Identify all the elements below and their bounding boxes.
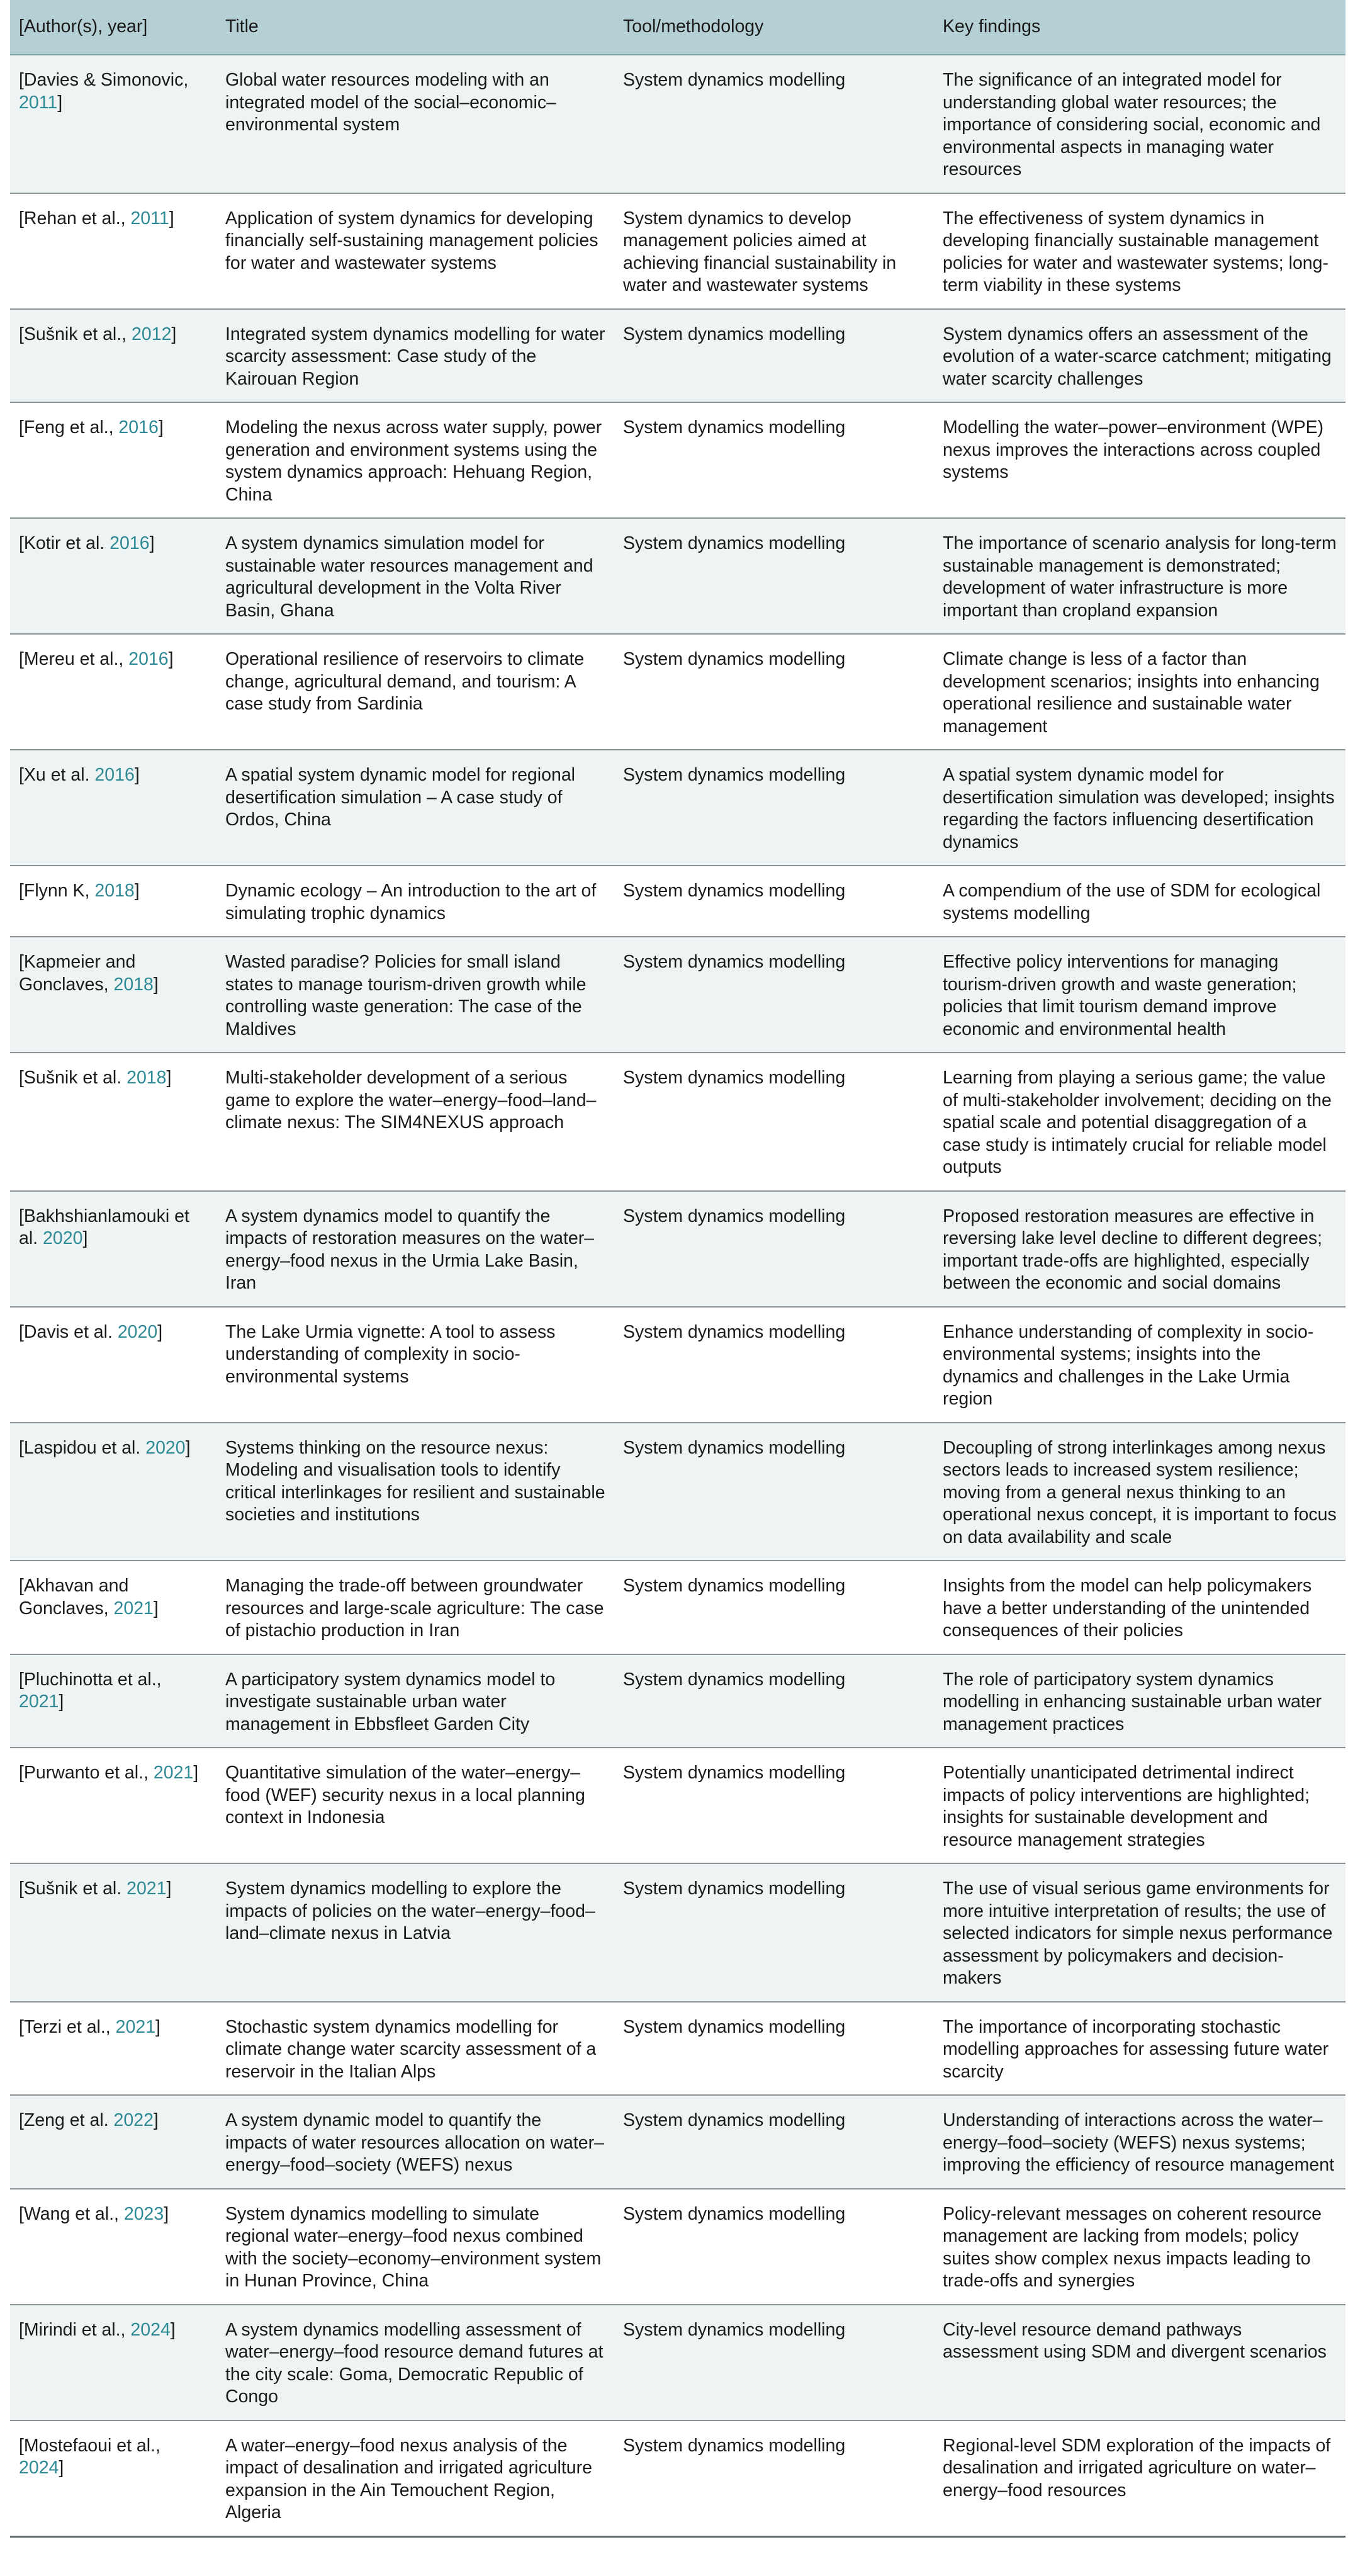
author-bracket: ] bbox=[153, 2110, 159, 2130]
cell-method: System dynamics modelling bbox=[614, 402, 934, 518]
literature-review-table bbox=[10, 0, 1345, 2538]
cell-method: System dynamics modelling bbox=[614, 1561, 934, 1654]
table-row bbox=[10, 750, 1345, 866]
table-row bbox=[10, 518, 1345, 634]
author-name: [Terzi et al., bbox=[19, 2016, 116, 2037]
cell-findings: Potentially unanticipated detrimental indirect impacts of policy interventions are highlighted; insights for sustainable development and resource management strategies bbox=[934, 1748, 1345, 1863]
author-bracket: ] bbox=[166, 1068, 172, 1088]
cell-author bbox=[10, 402, 216, 518]
cell-author bbox=[10, 1863, 216, 2002]
cell-author bbox=[10, 1307, 216, 1423]
cell-title: Wasted paradise? Policies for small island states to manage tourism-driven growth while controlling waste generation: The case of the Maldives bbox=[216, 937, 614, 1053]
cell-title: A water–energy–food nexus analysis of the impact of desalination and irrigated agriculture expansion in the Ain Temouchent Region, Algeria bbox=[216, 2421, 614, 2537]
citation-year-link[interactable]: 2020 bbox=[43, 1228, 83, 1248]
cell-title: Operational resilience of reservoirs to climate change, agricultural demand, and tourism: A case study from Sardinia bbox=[216, 634, 614, 750]
cell-method: System dynamics modelling bbox=[614, 1307, 934, 1423]
citation-year-link[interactable]: 2021 bbox=[126, 1878, 167, 1899]
cell-findings: Modelling the water–power–environment (WPE) nexus improves the interactions across coupled systems bbox=[934, 402, 1345, 518]
cell-method: System dynamics modelling bbox=[614, 309, 934, 403]
cell-findings: City-level resource demand pathways assessment using SDM and divergent scenarios bbox=[934, 2305, 1345, 2421]
table-row bbox=[10, 1307, 1345, 1423]
cell-findings: Effective policy interventions for managing tourism-driven growth and waste generation; policies that limit tourism demand improve economic and environmental health bbox=[934, 937, 1345, 1053]
cell-title: A spatial system dynamic model for regional desertification simulation – A case study of Ordos, China bbox=[216, 750, 614, 866]
author-name: [Kapmeier and Gonclaves, bbox=[19, 952, 136, 995]
table-row bbox=[10, 2095, 1345, 2189]
cell-method: System dynamics modelling bbox=[614, 2095, 934, 2189]
cell-author bbox=[10, 193, 216, 309]
table-row bbox=[10, 2305, 1345, 2421]
author-bracket: ] bbox=[59, 2458, 64, 2478]
citation-year-link[interactable]: 2011 bbox=[130, 208, 169, 229]
cell-author bbox=[10, 1053, 216, 1191]
cell-findings: The importance of incorporating stochastic modelling approaches for assessing future water scarcity bbox=[934, 2002, 1345, 2096]
cell-author bbox=[10, 55, 216, 193]
citation-year-link[interactable]: 2024 bbox=[19, 2458, 59, 2478]
author-name: [Davis et al. bbox=[19, 1321, 118, 1342]
cell-author bbox=[10, 518, 216, 634]
author-bracket: ] bbox=[134, 765, 140, 785]
cell-method: System dynamics modelling bbox=[614, 1748, 934, 1863]
cell-title: A system dynamics simulation model for sustainable water resources management and agricultural development in the Volta River Basin, Ghana bbox=[216, 518, 614, 634]
cell-method: System dynamics modelling bbox=[614, 55, 934, 193]
cell-findings: Learning from playing a serious game; the value of multi-stakeholder involvement; deciding on the spatial scale and potential disaggregation of a case study is intimately crucial for reliable model outputs bbox=[934, 1053, 1345, 1191]
cell-title: System dynamics modelling to simulate regional water–energy–food nexus combined with the society–economy–environment system in Hunan Province, China bbox=[216, 2189, 614, 2305]
citation-year-link[interactable]: 2021 bbox=[153, 1763, 194, 1783]
author-bracket: ] bbox=[170, 2319, 176, 2340]
author-name: [Sušnik et al. bbox=[19, 1068, 127, 1088]
cell-author bbox=[10, 634, 216, 750]
author-bracket: ] bbox=[169, 208, 174, 229]
citation-year-link[interactable]: 2020 bbox=[145, 1437, 186, 1458]
table-row bbox=[10, 2002, 1345, 2096]
citation-year-link[interactable]: 2023 bbox=[123, 2203, 164, 2224]
cell-findings: Climate change is less of a factor than development scenarios; insights into enhancing operational resilience and sustainable water management bbox=[934, 634, 1345, 750]
cell-author bbox=[10, 2002, 216, 2096]
author-bracket: ] bbox=[155, 2016, 160, 2037]
cell-title: A participatory system dynamics model to investigate sustainable urban water management in Ebbsfleet Garden City bbox=[216, 1654, 614, 1748]
author-name: [Rehan et al., bbox=[19, 208, 131, 229]
table-header bbox=[10, 0, 1345, 55]
author-name: [Sušnik et al., bbox=[19, 324, 132, 344]
author-name: [Purwanto et al., bbox=[19, 1763, 154, 1783]
author-name: [Flynn K, bbox=[19, 881, 95, 901]
cell-author bbox=[10, 1423, 216, 1561]
cell-findings: The importance of scenario analysis for long-term sustainable management is demonstrated; development of water infrastructure is more important than cropland expansion bbox=[934, 518, 1345, 634]
author-bracket: ] bbox=[157, 1321, 163, 1342]
author-bracket: ] bbox=[149, 533, 155, 553]
cell-title: Quantitative simulation of the water–energy–food (WEF) security nexus in a local planning context in Indonesia bbox=[216, 1748, 614, 1863]
cell-findings: A spatial system dynamic model for desertification simulation was developed; insights regarding the factors influencing desertification dynamics bbox=[934, 750, 1345, 866]
cell-method: System dynamics modelling bbox=[614, 1053, 934, 1191]
cell-title: Dynamic ecology – An introduction to the art of simulating trophic dynamics bbox=[216, 866, 614, 937]
cell-author bbox=[10, 750, 216, 866]
cell-method: System dynamics modelling bbox=[614, 2421, 934, 2537]
cell-method: System dynamics modelling bbox=[614, 518, 934, 634]
cell-author bbox=[10, 2189, 216, 2305]
cell-findings: The effectiveness of system dynamics in developing financially sustainable management policies for water and wastewater systems; long-term viability in these systems bbox=[934, 193, 1345, 309]
author-bracket: ] bbox=[57, 92, 63, 113]
table-row bbox=[10, 634, 1345, 750]
author-name: [Mostefaoui et al., bbox=[19, 2435, 160, 2456]
table-row bbox=[10, 937, 1345, 1053]
cell-method: System dynamics modelling bbox=[614, 1863, 934, 2002]
author-name: [Zeng et al. bbox=[19, 2110, 114, 2130]
citation-year-link[interactable]: 2018 bbox=[126, 1068, 167, 1088]
citation-year-link[interactable]: 2024 bbox=[130, 2319, 171, 2340]
table-row bbox=[10, 866, 1345, 937]
table-row bbox=[10, 55, 1345, 193]
citation-year-link[interactable]: 2016 bbox=[128, 649, 169, 669]
cell-method: System dynamics modelling bbox=[614, 2189, 934, 2305]
cell-method: System dynamics modelling bbox=[614, 866, 934, 937]
cell-method: System dynamics to develop management policies aimed at achieving financial sustainability in water and wastewater systems bbox=[614, 193, 934, 309]
author-name: [Mirindi et al., bbox=[19, 2319, 131, 2340]
author-bracket: ] bbox=[185, 1437, 191, 1458]
cell-findings: Insights from the model can help policymakers have a better understanding of the unintended consequences of their policies bbox=[934, 1561, 1345, 1654]
author-bracket: ] bbox=[166, 1878, 172, 1899]
author-name: [Mereu et al., bbox=[19, 649, 129, 669]
table-row bbox=[10, 1561, 1345, 1654]
cell-findings: Policy-relevant messages on coherent resource management are lacking from models; policy suites show complex nexus impacts leading to trade-offs and synergies bbox=[934, 2189, 1345, 2305]
cell-findings: System dynamics offers an assessment of the evolution of a water-scarce catchment; mitigating water scarcity challenges bbox=[934, 309, 1345, 403]
author-name: [Laspidou et al. bbox=[19, 1437, 146, 1458]
cell-findings: The use of visual serious game environments for more intuitive interpretation of results; the use of selected indicators for simple nexus performance assessment by policymakers and decision-makers bbox=[934, 1863, 1345, 2002]
author-bracket: ] bbox=[158, 417, 164, 438]
cell-author bbox=[10, 1748, 216, 1863]
cell-title: Application of system dynamics for developing financially self-sustaining management policies for water and wastewater systems bbox=[216, 193, 614, 309]
citation-year-link[interactable]: 2016 bbox=[110, 533, 150, 553]
cell-findings: Understanding of interactions across the water–energy–food–society (WEFS) nexus systems; improving the efficiency of resource management bbox=[934, 2095, 1345, 2189]
citation-year-link[interactable]: 2021 bbox=[19, 1692, 59, 1712]
table-row bbox=[10, 1423, 1345, 1561]
author-bracket: ] bbox=[153, 974, 159, 995]
table-row bbox=[10, 2421, 1345, 2537]
cell-title: The Lake Urmia vignette: A tool to assess understanding of complexity in socio-environmental systems bbox=[216, 1307, 614, 1423]
author-name: [Akhavan and Gonclaves, bbox=[19, 1576, 129, 1618]
author-bracket: ] bbox=[134, 881, 140, 901]
cell-title: Managing the trade-off between groundwater resources and large-scale agriculture: The case of pistachio production in Iran bbox=[216, 1561, 614, 1654]
cell-author bbox=[10, 1561, 216, 1654]
cell-author bbox=[10, 2305, 216, 2421]
table-row bbox=[10, 309, 1345, 403]
cell-title: System dynamics modelling to explore the impacts of policies on the water–energy–food–land–climate nexus in Latvia bbox=[216, 1863, 614, 2002]
cell-findings: The role of participatory system dynamics modelling in enhancing sustainable urban water management practices bbox=[934, 1654, 1345, 1748]
author-name: [Wang et al., bbox=[19, 2203, 124, 2224]
column-header-author: [Author(s), year] bbox=[10, 0, 216, 55]
cell-author bbox=[10, 1654, 216, 1748]
table-row bbox=[10, 1654, 1345, 1748]
author-bracket: ] bbox=[171, 324, 177, 344]
citation-year-link[interactable]: 2022 bbox=[113, 2110, 154, 2130]
cell-title: A system dynamics modelling assessment of water–energy–food resource demand futures at the city scale: Goma, Democratic Republic of Congo bbox=[216, 2305, 614, 2421]
cell-findings: Proposed restoration measures are effective in reversing lake level decline to different degrees; important trade-offs are highlighted, especially between the economic and social domains bbox=[934, 1191, 1345, 1307]
cell-findings: A compendium of the use of SDM for ecological systems modelling bbox=[934, 866, 1345, 937]
citation-year-link[interactable]: 2011 bbox=[19, 92, 58, 113]
column-header-title: Title bbox=[216, 0, 614, 55]
table-row bbox=[10, 1748, 1345, 1863]
cell-author bbox=[10, 2421, 216, 2537]
table-row bbox=[10, 1053, 1345, 1191]
author-bracket: ] bbox=[153, 1598, 159, 1618]
author-name: [Bakhshianlamouki et al. bbox=[19, 1206, 189, 1248]
cell-method: System dynamics modelling bbox=[614, 1191, 934, 1307]
table-row bbox=[10, 193, 1345, 309]
cell-title: A system dynamics model to quantify the impacts of restoration measures on the water–energy–food nexus in the Urmia Lake Basin, Iran bbox=[216, 1191, 614, 1307]
cell-findings: Decoupling of strong interlinkages among nexus sectors leads to increased system resilience; moving from a general nexus thinking to an operational nexus concept, it is important to focus on data availability and scale bbox=[934, 1423, 1345, 1561]
cell-findings: Enhance understanding of complexity in socio-environmental systems; insights into the dynamics and challenges in the Lake Urmia region bbox=[934, 1307, 1345, 1423]
citation-year-link[interactable]: 2021 bbox=[115, 2016, 156, 2037]
cell-title: A system dynamic model to quantify the impacts of water resources allocation on water–energy–food–society (WEFS) nexus bbox=[216, 2095, 614, 2189]
cell-title: Integrated system dynamics modelling for water scarcity assessment: Case study of the Kairouan Region bbox=[216, 309, 614, 403]
cell-method: System dynamics modelling bbox=[614, 1654, 934, 1748]
author-name: [Pluchinotta et al., bbox=[19, 1669, 162, 1690]
author-name: [Kotir et al. bbox=[19, 533, 110, 553]
citation-year-link[interactable]: 2016 bbox=[118, 417, 159, 438]
cell-title: Global water resources modeling with an integrated model of the social–economic–environmental system bbox=[216, 55, 614, 193]
author-bracket: ] bbox=[82, 1228, 88, 1248]
citation-year-link[interactable]: 2020 bbox=[117, 1321, 158, 1342]
table-row bbox=[10, 2189, 1345, 2305]
author-bracket: ] bbox=[193, 1763, 199, 1783]
author-name: [Davies & Simonovic, bbox=[19, 70, 189, 90]
table-body bbox=[10, 55, 1345, 2536]
author-name: [Sušnik et al. bbox=[19, 1878, 127, 1899]
cell-author bbox=[10, 309, 216, 403]
cell-method: System dynamics modelling bbox=[614, 634, 934, 750]
citation-year-link[interactable]: 2012 bbox=[132, 324, 172, 344]
column-header-findings: Key findings bbox=[934, 0, 1345, 55]
cell-method: System dynamics modelling bbox=[614, 2305, 934, 2421]
author-bracket: ] bbox=[164, 2203, 169, 2224]
citation-year-link[interactable]: 2018 bbox=[94, 881, 135, 901]
citation-year-link[interactable]: 2021 bbox=[113, 1598, 154, 1618]
cell-findings: Regional-level SDM exploration of the impacts of desalination and irrigated agriculture on water–energy–food resources bbox=[934, 2421, 1345, 2537]
column-header-method: Tool/methodology bbox=[614, 0, 934, 55]
cell-title: Multi-stakeholder development of a serious game to explore the water–energy–food–land–climate nexus: The SIM4NEXUS approach bbox=[216, 1053, 614, 1191]
citation-year-link[interactable]: 2018 bbox=[113, 974, 154, 995]
cell-method: System dynamics modelling bbox=[614, 750, 934, 866]
cell-method: System dynamics modelling bbox=[614, 2002, 934, 2096]
author-bracket: ] bbox=[59, 1692, 64, 1712]
author-name: [Xu et al. bbox=[19, 765, 95, 785]
cell-author bbox=[10, 1191, 216, 1307]
table-row bbox=[10, 1191, 1345, 1307]
cell-title: Stochastic system dynamics modelling for climate change water scarcity assessment of a reservoir in the Italian Alps bbox=[216, 2002, 614, 2096]
cell-method: System dynamics modelling bbox=[614, 1423, 934, 1561]
author-bracket: ] bbox=[168, 649, 174, 669]
author-name: [Feng et al., bbox=[19, 417, 119, 438]
cell-title: Systems thinking on the resource nexus: Modeling and visualisation tools to identify critical interlinkages for resilient and sustainable societies and institutions bbox=[216, 1423, 614, 1561]
cell-title: Modeling the nexus across water supply, power generation and environment systems using the system dynamics approach: Hehuang Region, China bbox=[216, 402, 614, 518]
cell-author bbox=[10, 866, 216, 937]
table-row bbox=[10, 402, 1345, 518]
table-row bbox=[10, 1863, 1345, 2002]
cell-findings: The significance of an integrated model for understanding global water resources; the importance of considering social, economic and environmental aspects in managing water resources bbox=[934, 55, 1345, 193]
header-row bbox=[10, 0, 1345, 55]
citation-year-link[interactable]: 2016 bbox=[94, 765, 135, 785]
cell-author bbox=[10, 937, 216, 1053]
cell-method: System dynamics modelling bbox=[614, 937, 934, 1053]
cell-author bbox=[10, 2095, 216, 2189]
